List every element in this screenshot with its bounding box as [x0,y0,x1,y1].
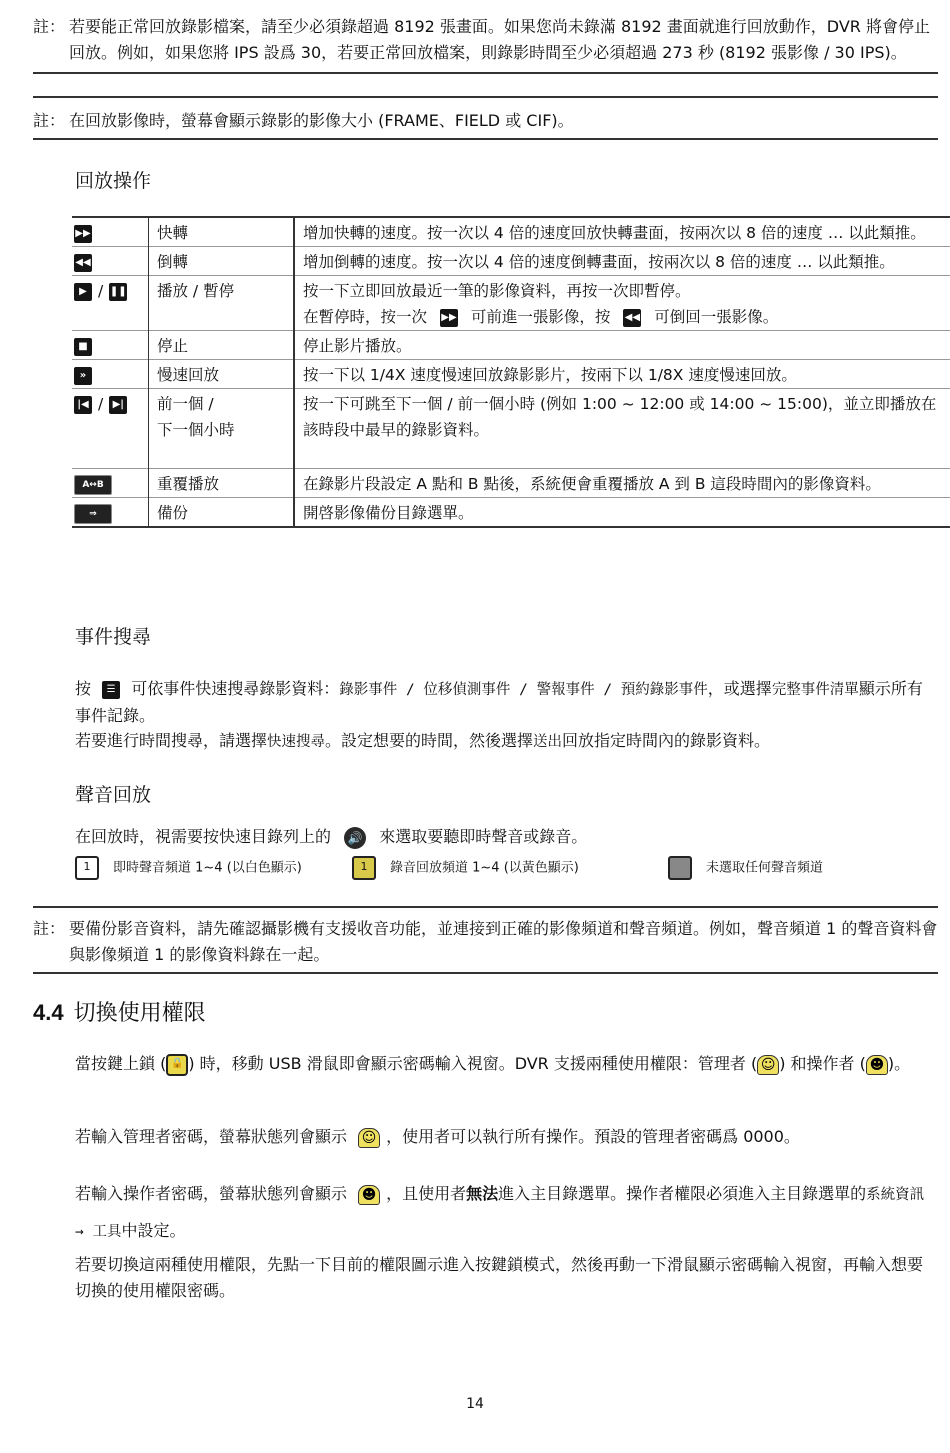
desc-text: 可倒回一張影像。 [654,308,779,326]
admin-paragraph [75,1124,935,1150]
note-text: 在回放影像時，螢幕會顯示錄影的影像大小 (FRAME、FIELD 或 CIF)。 [69,111,574,130]
admin-icon: ☺ [358,1128,380,1148]
legend-text: 未選取任何聲音頻道 [706,860,824,876]
operation-desc: 在錄影片段設定 A 點和 B 點後，系統便會重覆播放 A 到 B 這段時間內的影像資料。 [303,475,881,493]
text: 若要進行時間搜尋，請選擇 [75,731,268,750]
operation-name: 備份 [149,498,295,528]
text: 。設定想要的時間，然後選擇 [325,731,534,750]
text: 可依事件快速搜尋錄影資料： [131,679,340,698]
note-label: 註： [33,17,66,36]
admin-icon: ☺ [757,1055,779,1075]
operation-desc: 增加倒轉的速度。按一次以 4 倍的速度倒轉畫面，按兩次以 8 倍的速度 … 以此類推。 [303,253,895,271]
table-row [72,247,950,276]
operation-name: 倒轉 [149,247,295,276]
fast-forward-icon: ▶▶ [440,309,458,327]
audio-paragraph [75,824,935,850]
text: 顯示所有事件記錄。 [75,679,923,725]
rewind-icon: ◀◀ [74,254,92,272]
time-search-paragraph [75,728,935,755]
icon-separator: / [98,282,104,300]
note-frames [33,14,938,74]
slow-play-icon: » [74,367,92,385]
table-row [72,276,950,331]
legend-text: 即時聲音頻道 1~4 (以白色顯示) [113,860,302,876]
play-icon: ▶ [74,283,92,301]
pause-icon: ❚❚ [109,283,127,301]
table-row [72,360,950,389]
desc-text: 可前進一張影像，按 [470,308,611,326]
text: 中設定。 [121,1221,186,1240]
text: ，使用者可以執行所有操作。預設的管理者密碼爲 0000。 [386,1127,800,1146]
lock-icon: 🔒 [166,1054,188,1076]
playback-operations-table [72,216,950,528]
backup-icon: ⇒ [74,504,112,524]
text: ) 時，移動 USB 滑鼠即會顯示密碼輸入視窗。DVR 支援兩種使用權限：管理者 ( [188,1054,758,1073]
operation-desc [294,276,950,331]
stop-icon: ■ [74,338,92,356]
no-audio-icon [668,856,692,880]
audio-heading: 聲音回放 [75,784,152,806]
menu-path: 系統資訊 → 工具 [75,1187,925,1240]
operation-name: 重覆播放 [149,469,295,498]
audio-legend-live [75,856,302,880]
emphasis: 無法 [466,1184,499,1203]
permission-paragraph [75,1050,935,1078]
text: ，且使用者 [386,1184,467,1203]
table-row [72,331,950,360]
desc-line [303,304,942,330]
audio-legend-playback [352,856,579,880]
note-image-size [33,96,938,140]
text: 若輸入管理者密碼，螢幕狀態列會顯示 [75,1127,348,1146]
operation-desc: 增加快轉的速度。按一次以 4 倍的速度回放快轉畫面，按兩次以 8 倍的速度 … 以此類推。 [303,224,926,242]
text: 在回放時，視需要按快速目錄列上的 [75,827,332,846]
operator-icon: ☻ [358,1185,380,1205]
name-line: 下一個小時 [157,421,235,439]
section-number: 4.4 [33,1000,64,1025]
operation-name: 快轉 [149,217,295,247]
note-label: 註： [33,111,66,130]
text: 當按鍵上鎖 ( [75,1054,167,1073]
operation-desc: 按一下可跳至下一個 / 前一個小時 (例如 1:00 ~ 12:00 或 14:00 ~ 15:00)，並立即播放在該時段中最早的錄影資料。 [303,395,937,439]
legend-text: 錄音回放頻道 1~4 (以黃色顯示) [390,860,579,876]
playback-audio-icon: 1 [352,856,376,880]
text: 來選取要聽即時聲音或錄音。 [379,827,588,846]
operation-desc: 停止影片播放。 [303,337,412,355]
next-hour-icon: ▶| [109,396,127,414]
desc-text: 在暫停時，按一次 [303,308,428,326]
operation-name [149,389,295,469]
table-row [72,389,950,469]
note-text: 要備份影音資料，請先確認攝影機有支援收音功能，並連接到正確的影像頻道和聲音頻道。例如，聲音頻道 1 的聲音資料會與影像頻道 1 的影像資料錄在一起。 [69,919,938,964]
page-number: 14 [466,1396,484,1412]
operation-name: 慢速回放 [149,360,295,389]
note-audio-backup [33,906,938,974]
text: 若輸入操作者密碼，螢幕狀態列會顯示 [75,1184,348,1203]
text: )。 [887,1054,911,1073]
text: 按 [75,679,92,698]
operator-paragraph [75,1176,935,1250]
table-row [72,469,950,498]
name-line: 前一個 / [157,395,214,413]
ab-repeat-icon: A↔B [74,475,112,495]
operator-icon: ☻ [866,1055,888,1075]
event-search-heading: 事件搜尋 [75,626,152,648]
menu-path: 快速搜尋 [267,734,326,750]
table-row [72,498,950,528]
section-heading [33,996,206,1027]
menu-path: 錄影事件 / 位移偵測事件 / 警報事件 / 預約錄影事件 [339,682,708,698]
text: ，或選擇 [707,679,772,698]
operation-name: 播放 / 暫停 [149,276,295,331]
previous-hour-icon: |◀ [74,396,92,414]
icon-separator: / [98,395,104,413]
rewind-icon: ◀◀ [623,309,641,327]
playback-heading: 回放操作 [75,170,152,192]
fast-forward-icon: ▶▶ [74,225,92,243]
table-row [72,217,950,247]
menu-path: 完整事件清單 [771,682,859,698]
desc-line: 按一下立即回放最近一筆的影像資料，再按一次即暫停。 [303,282,691,300]
operation-name: 停止 [149,331,295,360]
switch-paragraph: 若要切換這兩種使用權限，先點一下目前的權限圖示進入按鍵鎖模式，然後再動一下滑鼠顯示密碼輸入視窗，再輸入想要切換的使用權限密碼。 [75,1255,924,1300]
operation-desc: 開啓影像備份目錄選單。 [303,504,474,522]
audio-legend-none [668,856,823,880]
section-title: 切換使用權限 [73,1001,206,1026]
operation-desc: 按一下以 1/4X 速度慢速回放錄影影片，按兩下以 1/8X 速度慢速回放。 [303,366,797,384]
text: 進入主目錄選單。操作者權限必須進入主目錄選單的 [498,1184,867,1203]
note-text: 若要能正常回放錄影檔案，請至少必須錄超過 8192 張畫面。如果您尚未錄滿 8192 畫面就進行回放動作，DVR 將會停止回放。例如，如果您將 IPS 設爲 30，若要正常回放檔案，則錄影時間至少必須超過 273 秒 (8192 張影像 / 30 IPS)。 [69,17,930,62]
event-search-paragraph [75,676,935,729]
speaker-icon: 🔊 [344,827,366,849]
text: ) 和操作者 ( [779,1054,866,1073]
text: 回放指定時間內的錄影資料。 [562,731,771,750]
event-list-icon: ☰ [102,681,120,699]
live-audio-icon: 1 [75,856,99,880]
menu-path: 送出 [533,734,563,750]
note-label: 註： [33,919,66,938]
